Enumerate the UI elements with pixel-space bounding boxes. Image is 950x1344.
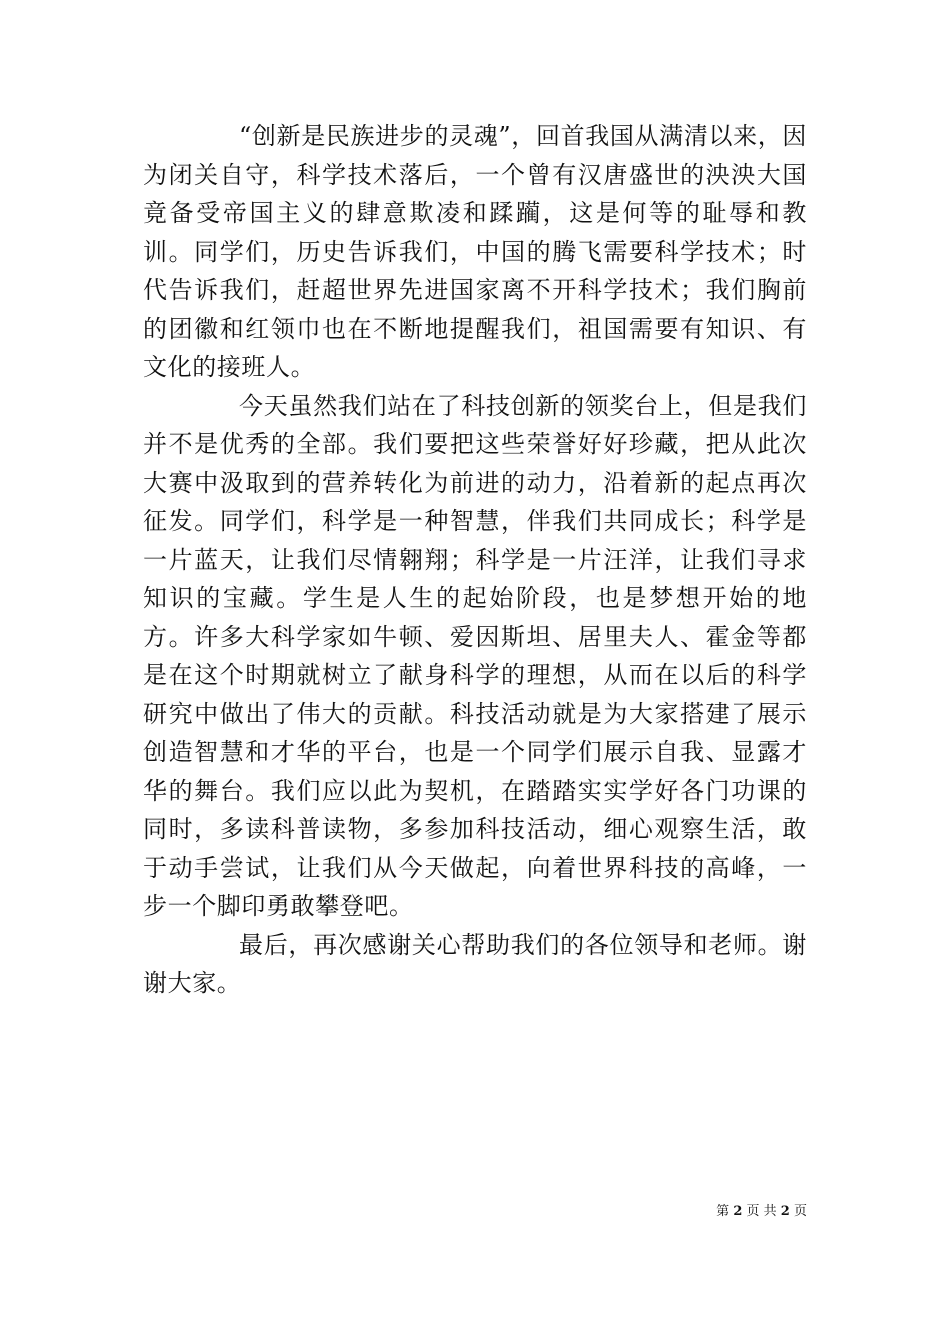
footer-suffix: 页 xyxy=(793,1204,807,1219)
total-pages-number: 2 xyxy=(780,1204,790,1219)
footer-middle: 页 共 xyxy=(746,1204,777,1219)
footer-prefix: 第 xyxy=(716,1204,730,1219)
paragraph-2: 今天虽然我们站在了科技创新的领奖台上，但是我们并不是优秀的全部。我们要把这些荣誉好好珍藏，把从此次大赛中汲取到的营养转化为前进的动力，沿着新的起点再次征发。同学们，科学是一种智慧，伴我们共同成长；科学是一片蓝天，让我们尽情翱翔；科学是一片汪洋，让我们寻求知识的宝藏。学生是人生的起始阶段，也是梦想开始的地方。许多大科学家如牛顿、爱因斯坦、居里夫人、霍金等都是在这个时期就树立了献身科学的理想，从而在以后的科学研究中做出了伟大的贡献。科技活动就是为大家搭建了展示创造智慧和才华的平台，也是一个同学们展示自我、显露才华的舞台。我们应以此为契机，在踏踏实实学好各门功课的同时，多读科普读物，多参加科技活动，细心观察生活，敢于动手尝试，让我们从今天做起，向着世界科技的高峰，一步一个脚印勇敢攀登吧。 xyxy=(143,391,807,920)
body-text xyxy=(143,117,807,1003)
paragraph-3: 最后，再次感谢关心帮助我们的各位领导和老师。谢谢大家。 xyxy=(143,930,807,997)
current-page-number: 2 xyxy=(733,1204,743,1219)
paragraph-1: “创新是民族进步的灵魂”，回首我国从满清以来，因为闭关自守，科学技术落后，一个曾有汉唐盛世的泱泱大国竟备受帝国主义的肆意欺凌和蹂躏，这是何等的耻辱和教训。同学们，历史告诉我们，中国的腾飞需要科学技术；时代告诉我们，赶超世界先进国家离不开科学技术；我们胸前的团徽和红领巾也在不断地提醒我们，祖国需要有知识、有文化的接班人。 xyxy=(143,122,807,381)
page-footer xyxy=(716,1204,807,1220)
